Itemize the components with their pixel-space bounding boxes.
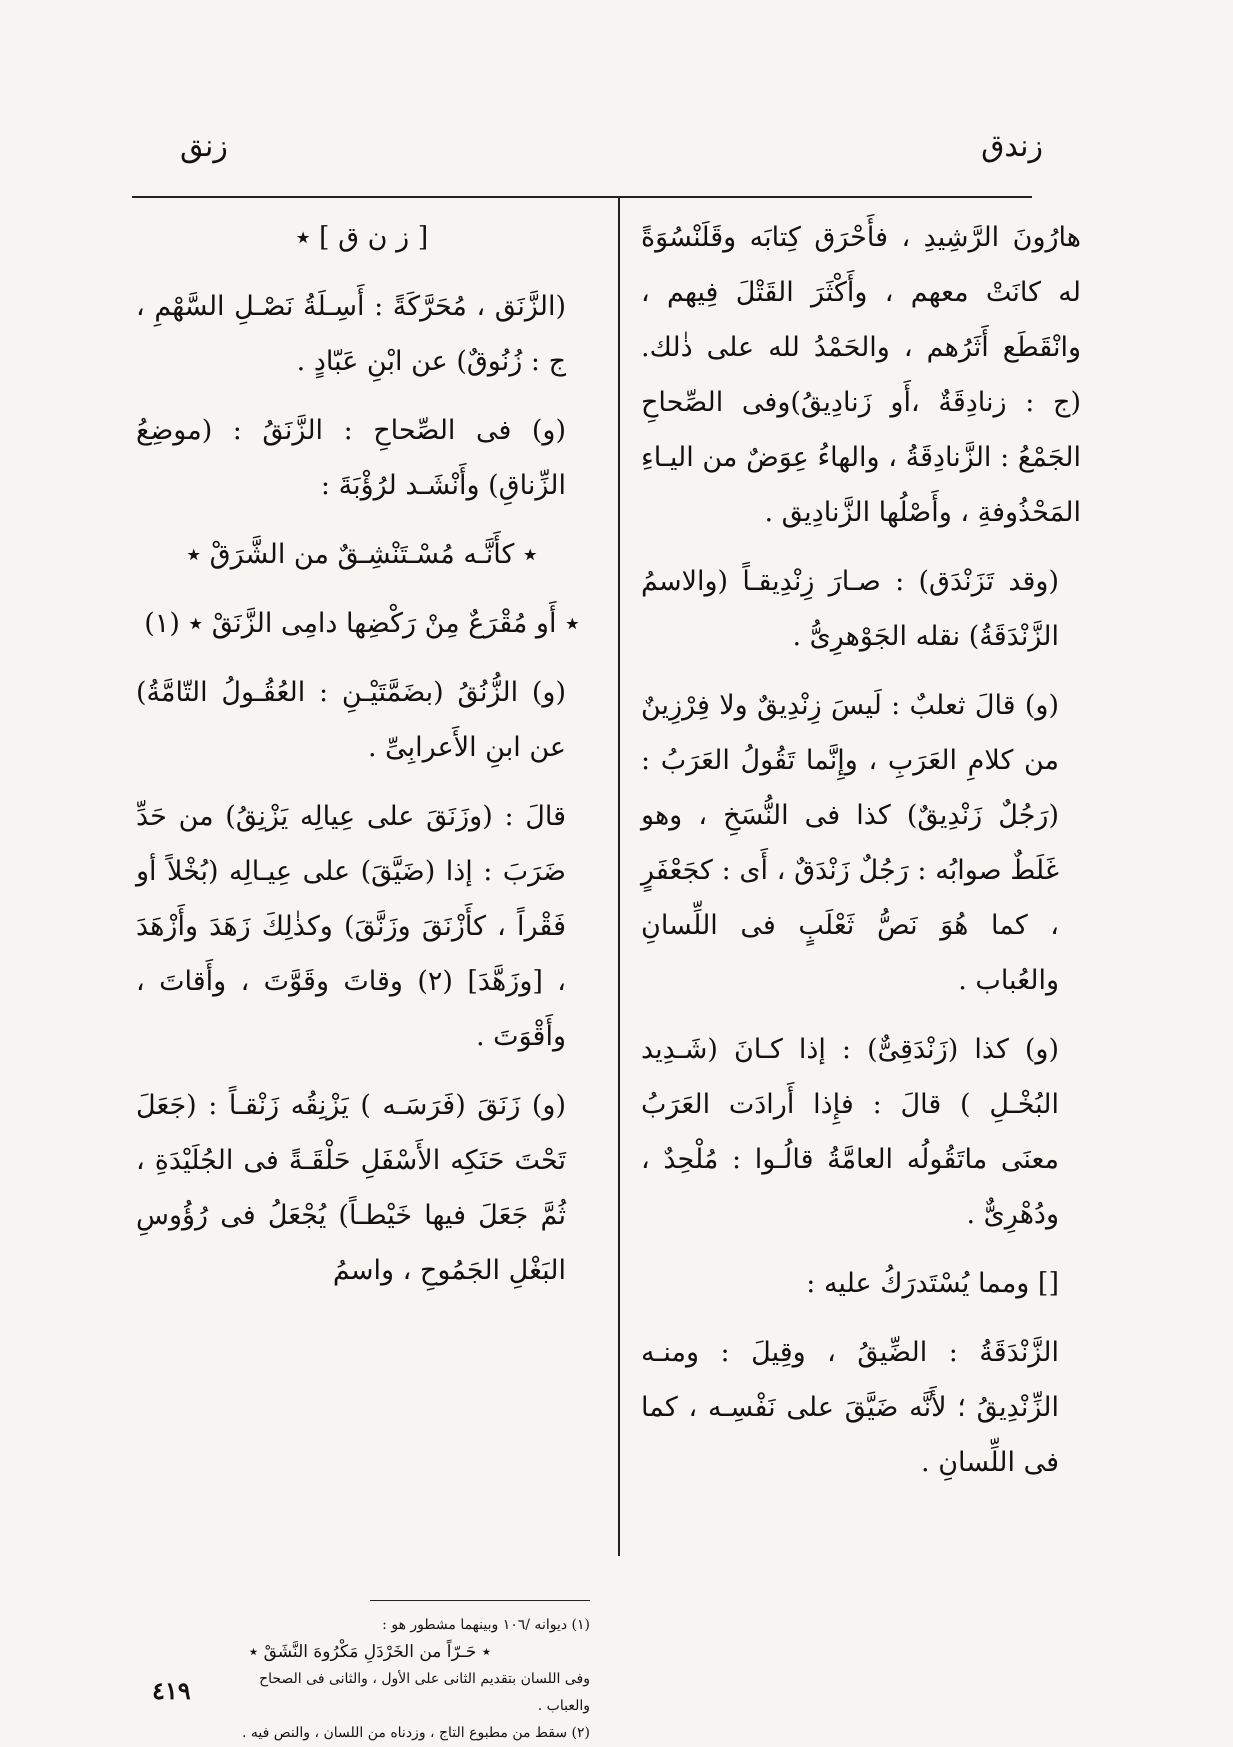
- footnote-line: (١) ديوانه /١٠٦ وبينهما مشطور هو :: [382, 1617, 590, 1633]
- column-divider: [618, 196, 620, 1556]
- right-paragraph-5: [] ومما يُسْتَدرَكُ عليه :: [806, 1268, 1059, 1299]
- footnote-rule: [370, 1600, 590, 1601]
- page-number: ٤١٩: [152, 1676, 191, 1705]
- header-rule: [132, 196, 1032, 198]
- verse-line-1: ٭ كأَنَّـه مُسْـتَنْشِـقٌ من الشَّرَقْ ٭: [186, 539, 538, 570]
- footnote-line: ٭ حَـرّاً من الخَرْدَلِ مَكْرُوهَ النَّشَقْ ٭: [248, 1642, 492, 1662]
- footnote-line: وفى اللسان بتقديم الثانى على الأول ، والثانى فى الصحاح: [259, 1671, 590, 1687]
- left-column: [136, 210, 588, 1312]
- right-paragraph-6: الزَّنْدَقَةُ : الضِّيقُ ، وقِيلَ : ومنـه الزِّنْدِيقُ ؛ لأَنَّه ضَيَّقَ على نَفْسِـه ، كما فى اللِّسانِ .: [641, 1337, 1059, 1478]
- left-paragraph-4: قالَ : (وزَنَقَ على عِيالِه يَزْنِقُ) من حَدِّ ضَرَبَ : إذا (ضَيَّقَ) على عِيـالِه (بُخْلاً أو فَقْراً ، كأَزْنَقَ وزَنَّقَ) وكذٰلِكَ زَهَدَ وأَزْهَدَ ، [وزَهَّدَ] (٢) وقاتَ وقَوَّتَ ، وأَقاتَ ، وأَقْوَتَ .: [136, 801, 567, 1052]
- verse-line-2: ٭ أَو مُقْرَعٌ مِنْ رَكْضِها دامِى الزَّنَقْ ٭ (١): [144, 608, 580, 639]
- left-paragraph-2: (و) فى الصِّحاحِ : الزَّنَقُ : (موضِعُ الزِّناقِ) وأَنْشَـد لرُؤْبَةَ :: [136, 415, 566, 501]
- footnotes: [150, 1612, 590, 1747]
- right-column: [641, 210, 1081, 1504]
- left-paragraph-5: (و) زَنَقَ (فَرَسَـه ) يَزْنِقُه زَنْقـاً : (جَعَلَ تَحْتَ حَنَكِه الأَسْفَلِ حَلْقَـةً فى الجُلَيْدَةِ ، ثُمَّ جَعَلَ فيها خَيْطـاً) يُجْعَلُ فى رُؤُوسِ البَغْلِ الجَمُوحِ ، واسمُ: [136, 1090, 566, 1286]
- footnote-line: (٢) سقط من مطبوع التاج ، وزدناه من اللسان ، والنص فيه .: [241, 1725, 590, 1741]
- footnote-line: والعباب .: [537, 1698, 590, 1714]
- running-head-right: زندق: [981, 129, 1043, 164]
- right-paragraph-3: (و) قالَ ثعلبٌ : لَيسَ زِنْدِيقٌ ولا فِرْزِينٌ من كلامِ العَرَبِ ، وإِنَّما تَقُولُ العَرَبُ : (رَجُلٌ زَنْدِيقٌ) كذا فى النُّسَخِ ، وهو غَلَطٌ صوابُه : رَجُلٌ زَنْدَقٌ ، أَى : كجَعْفَرٍ ، كما هُوَ نَصُّ ثَعْلَبٍ فى اللِّسانِ والعُباب .: [641, 690, 1059, 996]
- entry-heading: [ ز ن ق ] ٭: [295, 222, 429, 253]
- left-paragraph-3: (و) الزُّنُقُ (بضَمَّتَيْـنِ : العُقُـولُ التّامَّةُ) عن ابنِ الأَعرابِىِّ .: [136, 677, 566, 763]
- right-paragraph-2: (وقد تَزَنْدَق) : صـارَ زِنْدِيقـاً (والاسمُ الزَّنْدَقَةُ) نقله الجَوْهرِىُّ .: [641, 566, 1059, 652]
- running-head-left: زنق: [180, 129, 228, 164]
- left-paragraph-1: (الزَّنَق ، مُحَرَّكَةً : أَسِـلَةُ نَصْـلِ السَّهْمِ ، ج : زُنُوقٌ) عن ابْنِ عَبّادٍ .: [136, 291, 566, 377]
- right-paragraph-4: (و) كذا (زَنْدَقِىٌّ) : إذا كـانَ (شَـدِيد البُخْـلِ ) قالَ : فإِذا أَرادَت العَرَبُ معنَى ماتَقُولُه العامَّةُ قالُـوا : مُلْحِدٌ ، ودُهْرِىٌّ .: [641, 1034, 1059, 1230]
- right-paragraph-1: هارُونَ الرَّشِيدِ ، فأَحْرَق كِتابَه وقَلَنْسُوَةً له كانَتْ معهم ، وأَكْثَرَ القَتْلَ فِيهم ، وانْقَطَع أَثَرُهم ، والحَمْدُ لله على ذٰلك. (ج : زنادِقَةٌ ،أَو زَنادِيقُ)وفى الصِّحاحِ الجَمْعُ : الزَّنادِقَةُ ، والهاءُ عِوَضٌ من اليـاءِ المَحْذُوفةِ ، وأَصْلُها الزَّنادِيق .: [641, 222, 1081, 528]
